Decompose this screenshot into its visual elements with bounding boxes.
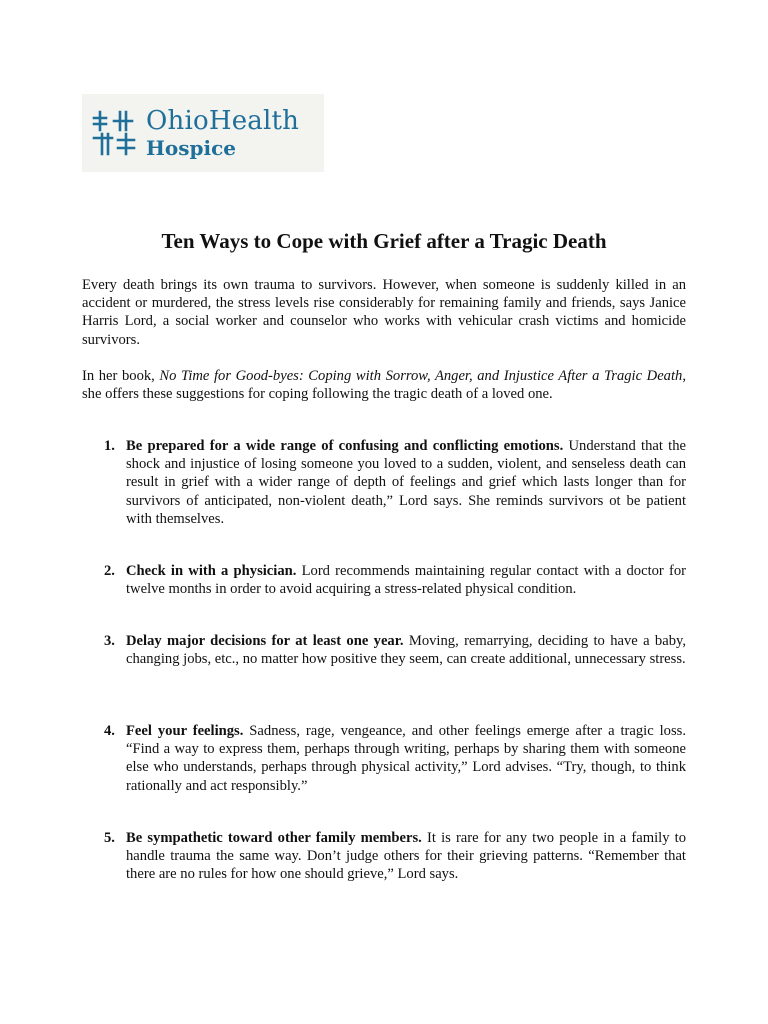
book-paragraph xyxy=(82,367,686,403)
list-item-number: 3. xyxy=(104,633,115,649)
list-item-text: Lord recommends maintaining regular contact with a doctor for twelve months in order to avoid acquiring a stress-related physical condition. xyxy=(126,563,686,598)
list-item-number: 1. xyxy=(104,438,115,454)
list-item-text: Moving, remarrying, deciding to have a baby, changing jobs, etc., no matter how positive they seem, can create additional, unnecessary stress. xyxy=(126,633,686,668)
list-item-number: 2. xyxy=(104,563,115,579)
list-item-text: It is rare for any two people in a family to handle trauma the same way. Don’t judge others for their grieving patterns. “Remember that there are no rules for how one should grieve,” Lord says. xyxy=(126,830,687,883)
list-item-text: Sadness, rage, vengeance, and other feelings emerge after a tragic loss. “Find a way to express them, perhaps through writing, perhaps by sharing them with someone else who understands, perhaps through physical activity,” Lord advises. “Try, though, to think rationally and act responsibly.” xyxy=(126,723,686,794)
list-item xyxy=(82,829,686,884)
page-title: Ten Ways to Cope with Grief after a Tragic Death xyxy=(161,229,607,253)
logo-subtitle: Hospice xyxy=(146,136,236,160)
ohiohealth-hospice-logo xyxy=(82,94,324,172)
list-item-heading: Feel your feelings. xyxy=(126,723,244,739)
list-item-text: Understand that the shock and injustice of losing someone you loved to a sudden, violent, and senseless death can result in grief with a wider range of depth of feelings and grief which lasts longer than for survivors of anticipated, non-violent death,” Lord says. She reminds survivors ot be patient with themselves. xyxy=(126,438,686,527)
list-item xyxy=(82,722,686,795)
list-item-number: 5. xyxy=(104,830,115,846)
list-item xyxy=(82,632,686,668)
book-prefix: In her book, xyxy=(82,368,160,384)
logo-name: OhioHealth xyxy=(146,106,300,136)
intro-paragraph: Every death brings its own trauma to survivors. However, when someone is suddenly killed in an accident or murdered, the stress levels rise considerably for remaining family and friends, says Janice Harris Lord, a social worker and counselor who works with vehicular crash victims and homicide survivors. xyxy=(82,277,686,348)
list-item xyxy=(82,562,686,598)
book-suffix: , she offers these suggestions for coping following the tragic death of a loved one. xyxy=(82,368,686,403)
list-item xyxy=(82,437,686,528)
book-title: No Time for Good-byes: Coping with Sorrow, Anger, and Injustice After a Tragic Death xyxy=(159,368,683,384)
list-item-heading: Delay major decisions for at least one year. xyxy=(126,633,404,649)
list-item-number: 4. xyxy=(104,723,115,739)
ohiohealth-logo-icon xyxy=(90,108,138,158)
list-item-heading: Be sympathetic toward other family members. xyxy=(126,830,422,846)
list-item-heading: Check in with a physician. xyxy=(126,563,297,579)
logo-text xyxy=(146,108,299,158)
list-item-heading: Be prepared for a wide range of confusing and conflicting emotions. xyxy=(126,438,564,454)
